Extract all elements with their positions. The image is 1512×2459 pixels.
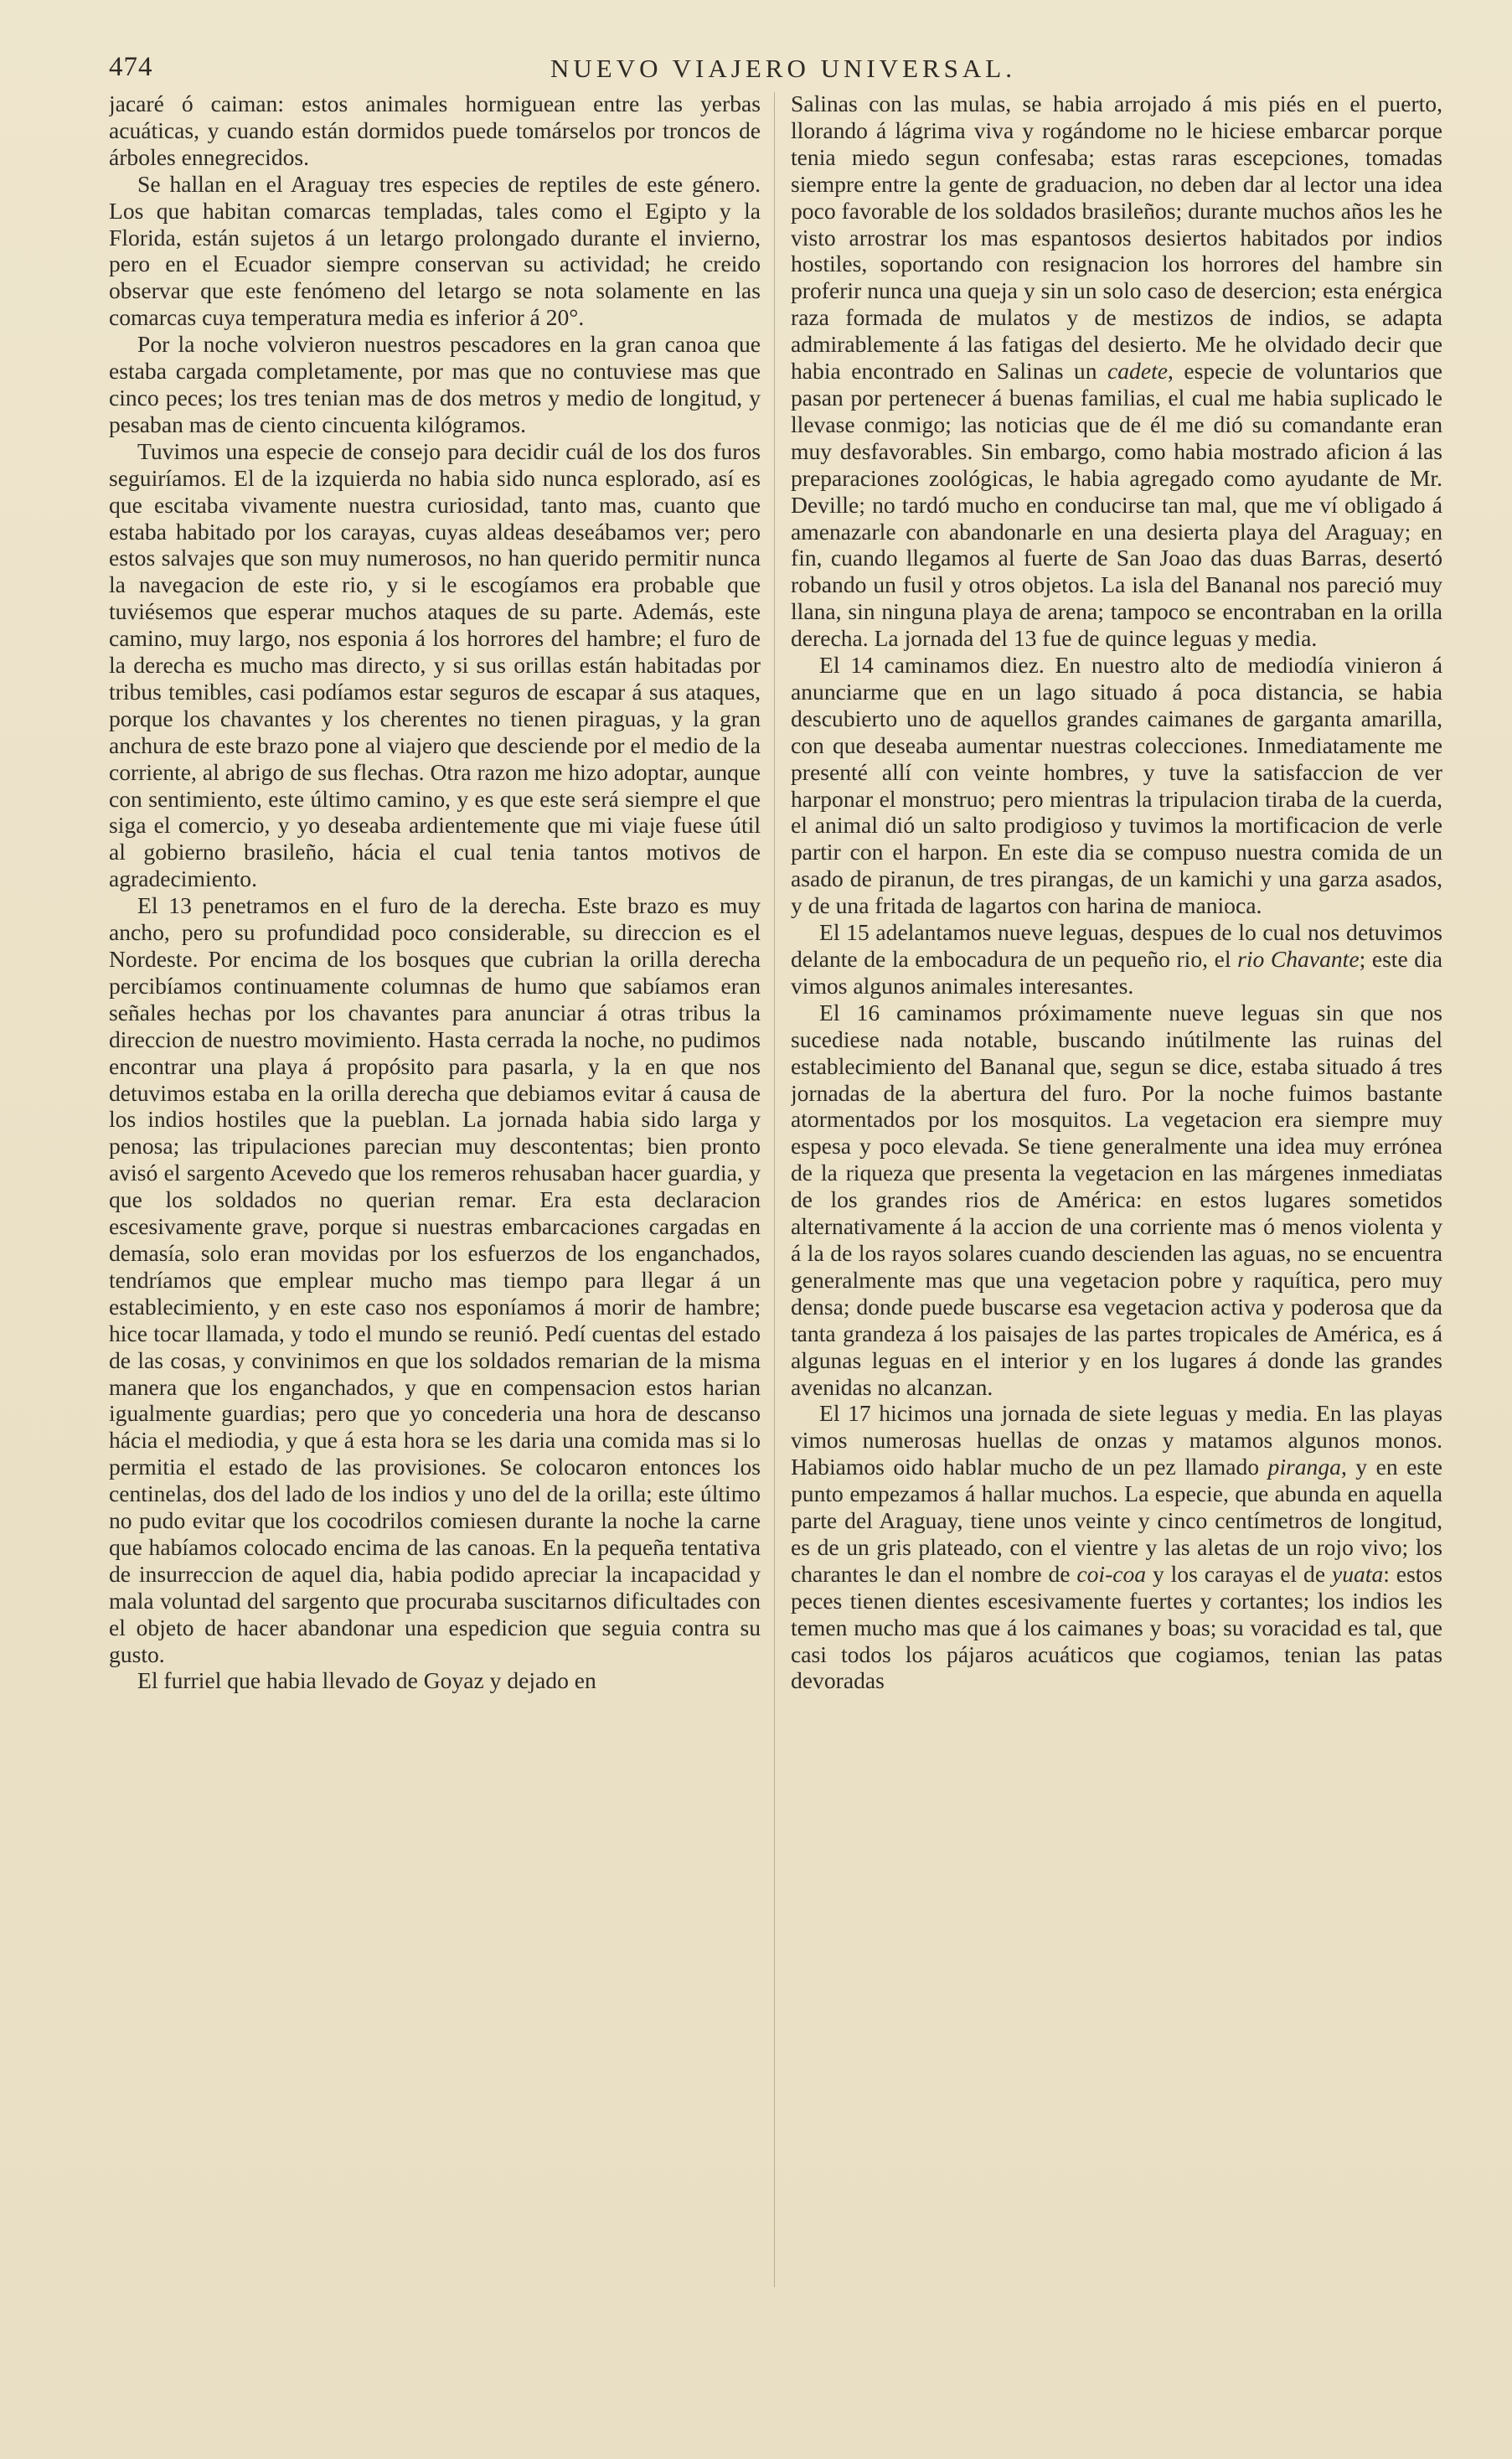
page-header [109, 52, 1458, 94]
running-title: NUEVO VIAJERO UNIVERSAL. [550, 54, 1016, 83]
paragraph [109, 1667, 761, 1694]
right-column [791, 90, 1442, 2436]
column-divider [774, 92, 775, 2287]
paragraph-text: El 14 caminamos diez. En nuestro alto de mediodía vinieron á anunciarme que en un lago situado á poca distancia, se habia descubierto uno de aquellos grandes caimanes de garganta amarilla, con que deseaba aumentar nuestras colecciones. Inmediatamente me presenté allí con veinte hombres, y tuve la satisfaccion de ver harponar el monstruo; pero mientras la tripulacion tiraba de la cuerda, el animal dió un salto prodigioso y tuvimos la mortificacion de verle partir con el harpon. En este dia se compuso nuestra comida de un asado de piranun, de tres pirangas, de un kamichi y una garza asados, y de una fritada de lagartos con harina de manioca. [791, 652, 1442, 919]
paragraph [791, 652, 1442, 919]
paragraph-text: El 16 caminamos próximamente nueve leguas sin que nos sucediese nada notable, buscando inútilmente las ruinas del establecimiento del Bananal que, segun se dice, estaba situado á tres jornadas de la abertura del furo. Por la noche fuimos bastante atormentados por los mosquitos. La vegetacion era siempre muy espesa y poco elevada. Se tiene generalmente una idea muy errónea de la riqueza que presenta la vegetacion en las márgenes inmediatas de los grandes rios de América: en estos lugares sometidos alternativamente á la accion de una corriente mas ó menos violenta y á la de los rayos solares cuando descienden las aguas, no se encuentra generalmente mas que una vegetacion pobre y raquítica, pero muy densa; donde puede buscarse esa vegetacion activa y poderosa que da tanta grandeza á los paisajes de las partes tropicales de América, es á algunas leguas en el interior y en los lugares á donde las grandes avenidas no alcanzan. [791, 999, 1442, 1400]
paragraph-text: Tuvimos una especie de consejo para decidir cuál de los dos furos seguiríamos. El de la izquierda no habia sido nunca esplorado, así es que escitaba vivamente nuestra curiosidad, tanto mas, cuanto que estaba habitado por los carayas, cuyas aldeas deseábamos ver; pero estos salvajes que son muy numerosos, no han querido permitir nunca la navegacion de este rio, y si le escogíamos era probable que tuviésemos que esperar muchos ataques de su parte. Además, este camino, muy largo, nos esponia á los horrores del hambre; el furo de la derecha es mucho mas directo, y si sus orillas están habitadas por tribus temibles, casi podíamos estar seguros de escapar á sus ataques, porque los chavantes y los cherentes no tienen piraguas, y la gran anchura de este brazo pone al viajero que desciende por el medio de la corriente, al abrigo de sus flechas. Otra razon me hizo adoptar, aunque con sentimiento, este último camino, y es que este será siempre el que siga el comercio, y yo deseaba ardientemente que mi viaje fuese útil al gobierno brasileño, hácia el cual tenia tantos motivos de agradecimiento. [109, 437, 761, 892]
italic-term: rio Chavante [1237, 946, 1360, 972]
paragraph [791, 90, 1442, 652]
paragraph [791, 919, 1442, 1000]
paragraph [109, 171, 761, 331]
paragraph-text: Salinas con las mulas, se habia arrojado á mis piés en el puerto, llorando á lágrima viva y rogándome no le hiciese embarcar porque tenia miedo segun confesaba; estas raras escepciones, tomadas siempre entre la gente de graduacion, no deben dar al lector una idea poco favorable de los soldados brasileños; durante muchos años les he visto arrostrar los mas espantosos desiertos habitados por indios hostiles, soportando con resignacion los horrores del hambre sin proferir nunca una queja y sin un solo caso de desercion; esta enérgica raza formada de mulatos y de mestizos de indios, se adapta admirablemente á las fatigas del desierto. Me he olvidado decir que habia encontrado en Salinas un [791, 90, 1442, 385]
paragraph-text: : estos peces tienen dientes escesivamente fuertes y cortantes; los indios les temen mucho mas que á los caimanes y boas; su voracidad es tal, que casi todos los pájaros acuáticos que cogiamos, tenian las patas devoradas [791, 1560, 1442, 1694]
paragraph [109, 90, 761, 171]
italic-term: yuata [1331, 1560, 1384, 1587]
paragraph-text: Por la noche volvieron nuestros pescadores en la gran canoa que estaba cargada completamente, por mas que no contuviese mas que cinco peces; los tres tenian mas de dos metros y medio de longitud, y pesaban mas de ciento cincuenta kilógramos. [109, 331, 761, 437]
page-number: 474 [109, 52, 153, 82]
paragraph [791, 1000, 1442, 1401]
paragraph [109, 438, 761, 892]
paragraph [109, 892, 761, 1667]
left-column [109, 90, 761, 2436]
paragraph-text: El 13 penetramos en el furo de la derecha. Este brazo es muy ancho, pero su profundidad poco considerable, su direccion es el Nordeste. Por encima de los bosques que cubrian la orilla derecha percibíamos continuamente columnas de humo que sabíamos eran señales hechas por los chavantes para anunciar á otras tribus la direccion de nuestro movimiento. Hasta cerrada la noche, no pudimos encontrar una playa á propósito para pasarla, y la en que nos detuvimos estaba en la orilla derecha que debiamos evitar á causa de los indios hostiles que la pueblan. La jornada habia sido larga y penosa; las tripulaciones parecian muy descontentas; bien pronto avisó el sargento Acevedo que los remeros rehusaban hacer guardia, y que los soldados no querian remar. Era esta declaracion escesivamente grave, porque si nuestras embarcaciones cargadas en demasía, solo eran movidas por los esfuerzos de los enganchados, tendríamos que emplear mucho mas tiempo para llegar á un establecimiento, y en este caso nos esponíamos á morir de hambre; hice tocar llamada, y todo el mundo se reunió. Pedí cuentas del estado de las cosas, y convinimos en que los soldados remarian de la misma manera que los enganchados, y que en compensacion estos harian igualmente guardias; pero que yo concederia una hora de descanso hácia el mediodia, y que á esta hora se les daria una comida mas si lo permitia el estado de las provisiones. Se colocaron entonces los centinelas, dos del lado de los indios y uno del de la orilla; este último no pudo evitar que los cocodrilos comiesen durante la noche la carne que habíamos colocado encima de las canoas. En la pequeña tentativa de insurreccion de aquel dia, habia podido apreciar la incapacidad y mala voluntad del sargento que procuraba suscitarnos dificultades con el objeto de hacer abandonar una espedicion que seguia contra su gusto. [109, 892, 761, 1667]
paragraph-text: , y en este punto empezamos á hallar muchos. La especie, que abunda en aquella parte del Araguay, tiene unos veinte y cinco centímetros de longitud, es de un gris plateado, con el vientre y las aletas de un rojo vivo; los charantes le dan el nombre de [791, 1454, 1442, 1587]
italic-term: cadete [1107, 358, 1169, 385]
paragraph-text: El furriel que habia llevado de Goyaz y dejado en [137, 1667, 596, 1694]
paragraph-text: y los carayas el de [1146, 1560, 1332, 1587]
paragraph-text: ; este dia vimos algunos animales interesantes. [791, 946, 1442, 999]
paragraph-text: Se hallan en el Araguay tres especies de reptiles de este género. Los que habitan comarcas templadas, tales como el Egipto y la Florida, están sujetos á un letargo prolongado durante el invierno, pero en el Ecuador siempre conservan su actividad; he creido observar que este fenómeno del letargo se nota solamente en las comarcas cuya temperatura media es inferior á 20°. [109, 170, 761, 331]
paragraph [109, 331, 761, 438]
italic-term: piranga [1267, 1454, 1341, 1480]
paragraph-text: El 17 hicimos una jornada de siete leguas y media. En las playas vimos numerosas huellas de onzas y matamos algunos monos. Habiamos oido hablar mucho de un pez llamado [791, 1400, 1442, 1480]
paragraph-text: , especie de voluntarios que pasan por pertenecer á buenas familias, el cual me habia suplicado le llevase conmigo; las noticias que de él me dió su comandante eran muy desfavorables. Sin embargo, como habia mostrado aficion á las preparaciones zoológicas, le habia agregado como ayudante de Mr. Deville; no tardó mucho en conducirse tan mal, que me ví obligado á amenazarle con abandonarle en una desierta playa del Araguay; en fin, cuando llegamos al fuerte de San Joao das duas Barras, desertó robando un fusil y otros objetos. La isla del Bananal nos pareció muy llana, sin ninguna playa de arena; tampoco se encontraban en la orilla derecha. La jornada del 13 fue de quince leguas y media. [791, 358, 1442, 652]
paragraph-text: jacaré ó caiman: estos animales hormiguean entre las yerbas acuáticas, y cuando están dormidos puede tomárselos por troncos de árboles ennegrecidos. [109, 90, 761, 170]
italic-term: coi-coa [1076, 1560, 1147, 1587]
paragraph [791, 1400, 1442, 1694]
paragraph-text: El 15 adelantamos nueve leguas, despues de lo cual nos detuvimos delante de la embocadura de un pequeño rio, el [791, 919, 1442, 972]
